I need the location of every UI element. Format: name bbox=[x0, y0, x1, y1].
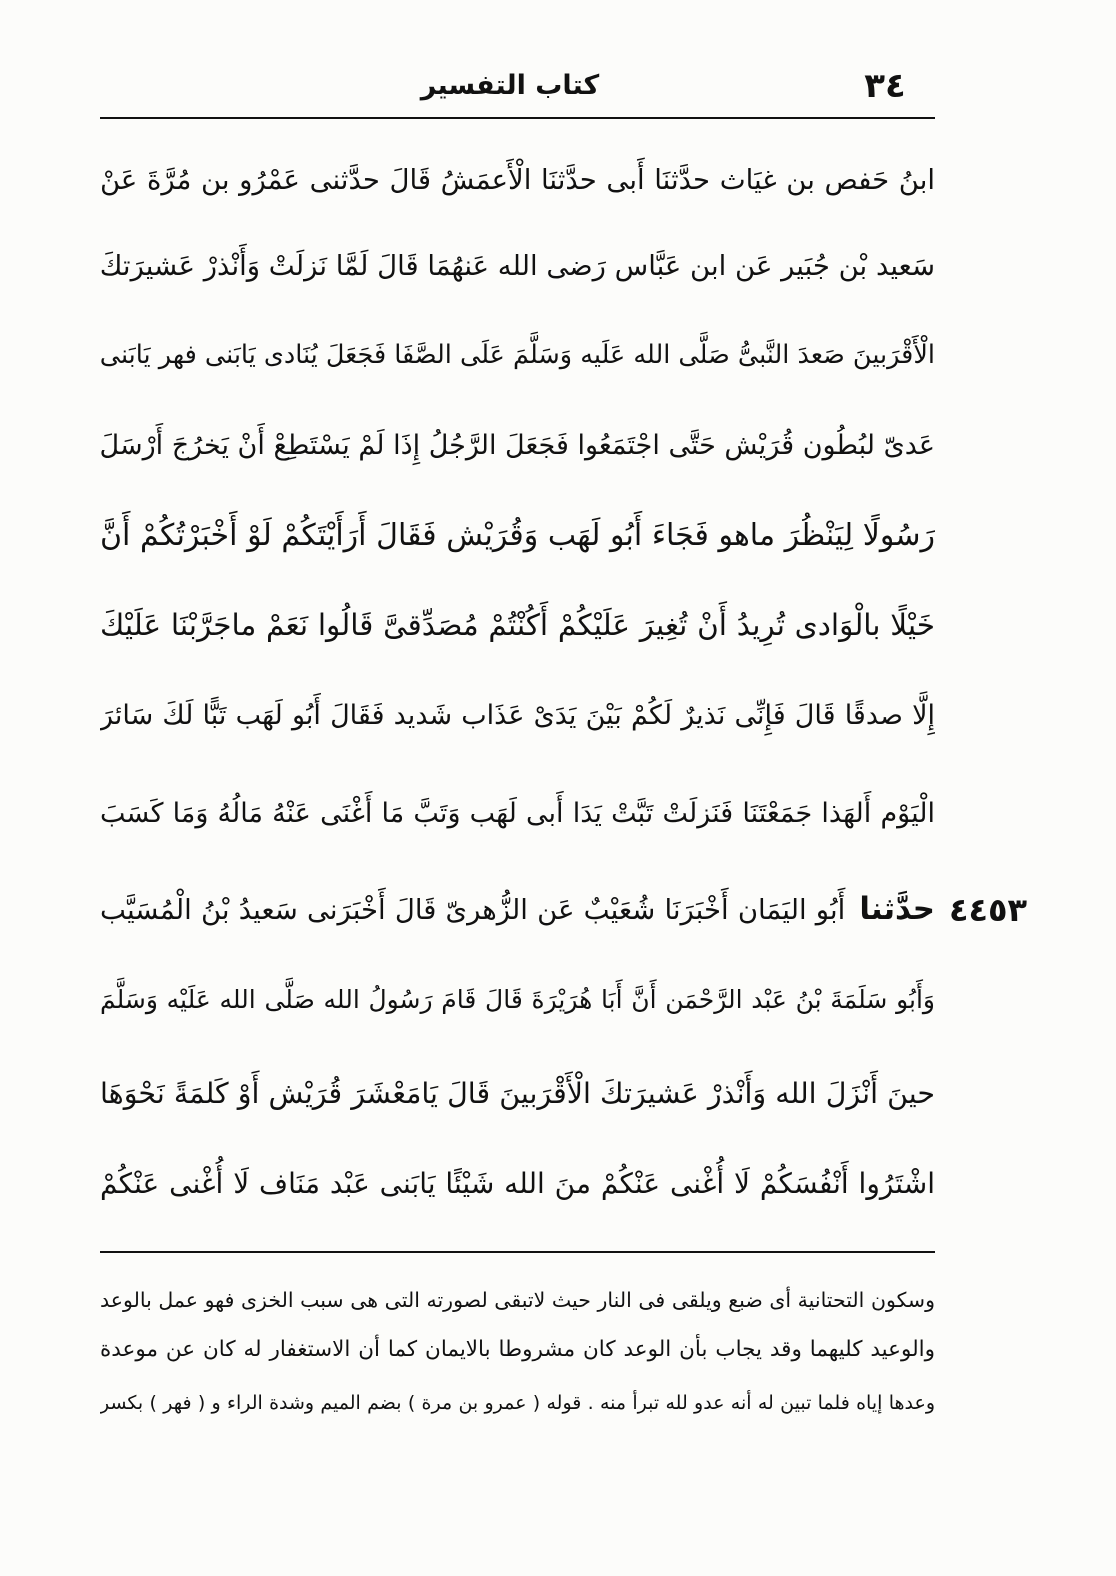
hadith-first-line-text: أَبُو اليَمَان أَخْبَرَنَا شُعَيْبٌ عَن الزُّهرىّ قَالَ أَخْبَرَنى سَعيدُ بْنُ الْمُسَيَّب bbox=[100, 894, 846, 926]
hadith-first-line bbox=[100, 864, 935, 955]
hadith-number: ٤٤٥٣ bbox=[948, 891, 1028, 929]
text-line: خَيْلًا بالْوَادى تُرِيدُ أَنْ تُغِيرَ عَلَيْكُمْ أَكُنْتُمْ مُصَدِّقىَّ قَالُوا نَعَمْ ماجَرَّبْنَا عَلَيْكَ bbox=[100, 608, 935, 642]
page-number: ٣٤ bbox=[864, 66, 906, 106]
text-line: وَأَبُو سَلَمَةَ بْنُ عَبْد الرَّحْمَن أَنَّ أَبَا هُرَيْرَةَ قَالَ قَامَ رَسُولُ الله صَلَّى الله عَلَيْه وَسَلَّمَ bbox=[100, 985, 935, 1014]
hadith-lead-word: حدَّثنا bbox=[859, 891, 935, 927]
text-line: ابنُ حَفص بن غيَاث حدَّثنَا أَبى حدَّثنَا الْأَعمَشُ قَالَ حدَّثنى عَمْرُو بن مُرَّةَ عَنْ bbox=[100, 164, 935, 196]
footnote-rule bbox=[100, 1251, 935, 1253]
text-line: اشْتَرُوا أَنْفُسَكُمْ لَا أُغْنى عَنْكُمْ منَ الله شَيْئًا يَابَنى عَبْد مَنَاف لَا أُغْنى عَنْكُمْ bbox=[100, 1167, 935, 1200]
text-line: إِلَّا صدقًا قَالَ فَإِنِّى نَذيرٌ لَكُمْ بَيْنَ يَدَىْ عَذَاب شَديد فَقَالَ أَبُو لَهَب تَبًّا لَكَ سَائرَ bbox=[100, 700, 935, 731]
footnote-line: وعدها إياه فلما تبين له أنه عدو لله تبرأ منه . قوله ( عمرو بن مرة ) بضم الميم وشدة الراء و ( فهر ) بكسر bbox=[100, 1392, 935, 1414]
text-line: رَسُولًا لِيَنْظُرَ ماهو فَجَاءَ أَبُو لَهَب وَقُرَيْش فَقَالَ أَرَأَيْتَكُمْ لَوْ أَخْبَرْتُكُمْ أَنَّ bbox=[100, 518, 935, 553]
text-line: سَعيد بْن جُبَير عَن ابن عَبَّاس رَضى الله عَنهُمَا قَالَ لَمَّا نَزلَتْ وَأَنْذرْ عَشيرَتكَ bbox=[100, 250, 935, 282]
text-line: حينَ أَنْزَلَ الله وَأَنْذرْ عَشيرَتكَ الْأَقْرَبينَ قَالَ يَامَعْشَرَ قُرَيْش أَوْ كَلمَةً نَحْوَهَا bbox=[100, 1077, 935, 1110]
running-title: كتاب التفسير bbox=[420, 70, 600, 101]
footnote-line: وسكون التحتانية أى ضبع ويلقى فى النار حيث لاتبقى لصورته التى هى سبب الخزى فهو عمل بالوعد bbox=[100, 1288, 935, 1312]
text-line: الْأَقْرَبينَ صَعدَ النَّبىُّ صَلَّى الله عَلَيه وَسَلَّمَ عَلَى الصَّفَا فَجَعَلَ يُنَادى يَابَنى فهر يَابَنى bbox=[100, 340, 935, 370]
text-line: الْيَوْم أَلهَذا جَمَعْتَنَا فَنَزلَتْ تَبَّتْ يَدَا أَبى لَهَب وَتَبَّ مَا أَغْنَى عَنْهُ مَالُهُ وَمَا كَسَبَ bbox=[100, 798, 935, 829]
header-rule bbox=[100, 117, 935, 119]
text-line: عَدىّ لبُطُون قُرَيْش حَتَّى اجْتَمَعُوا فَجَعَلَ الرَّجُلُ إِذَا لَمْ يَسْتَطِعْ أَنْ يَخرُجَ أَرْسَلَ bbox=[100, 430, 935, 461]
footnote-line: والوعيد كليهما وقد يجاب بأن الوعد كان مشروطا بالايمان كما أن الاستغفار له كان عن موعدة bbox=[100, 1337, 935, 1362]
